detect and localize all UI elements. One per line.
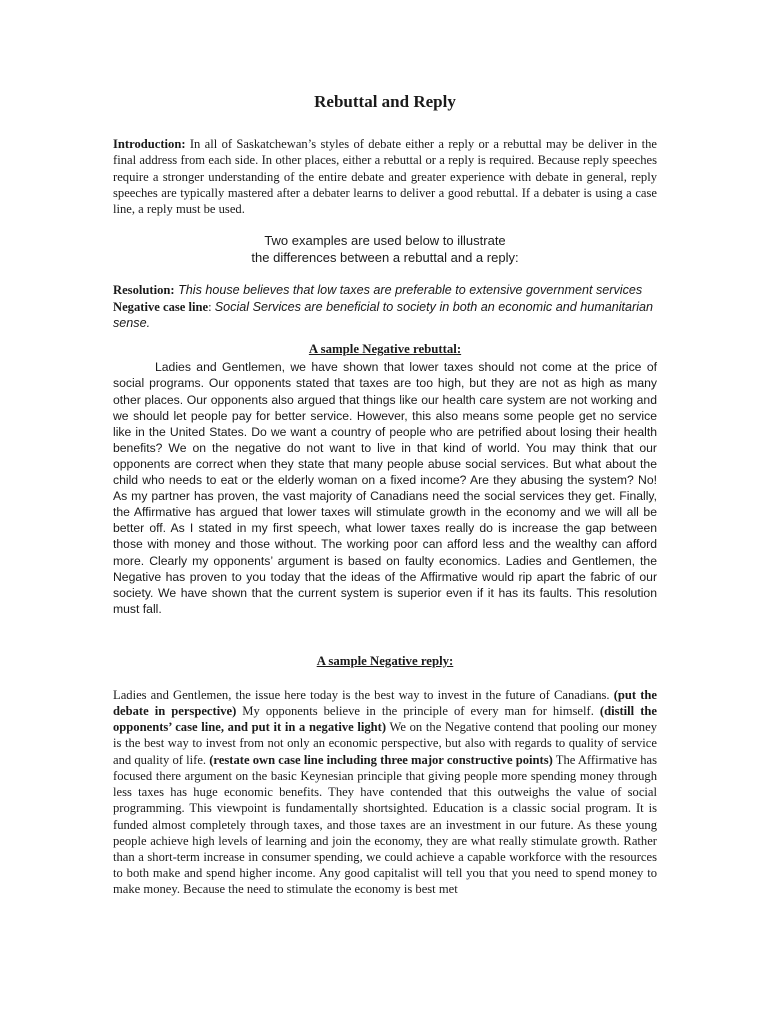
resolution-block — [113, 282, 657, 331]
introduction-paragraph — [113, 136, 657, 217]
reply-segment: The Affirmative has focused there argument on the basic Keynesian principle that giving people more spending money through less taxes has huge economic benefits. They have contended that this outweighs the value of social programming. This viewpoint is fundamentally shortsighted. Education is a classic social program. It is funded almost completely through taxes, and those taxes are an investment in our future. As these young people achieve high levels of learning and join the economy, they are what really stimulate growth. Rather than a short-term increase in consumer spending, we could achieve a capable workforce with the resources to both make and spend higher income. Any good capitalist will tell you that you need to spend money to make money. Because the need to stimulate the economy is best met — [113, 752, 657, 897]
reply-annotation: (distill the opponents’ case line, and put it in a negative light) — [113, 704, 657, 735]
document-page — [113, 92, 657, 898]
resolution-line — [113, 282, 657, 298]
examples-line-1: Two examples are used below to illustrate — [264, 233, 506, 249]
reply-segment: Ladies and Gentlemen, the issue here today is the best way to invest in the future of Canadians. — [113, 687, 614, 702]
reply-segment: My opponents believe in the principle of every man for himself. — [236, 704, 600, 719]
resolution-label: Resolution: — [113, 283, 175, 298]
introduction-label: Introduction: — [113, 137, 186, 151]
reply-heading: A sample Negative reply: — [316, 653, 454, 668]
rebuttal-paragraph: Ladies and Gentlemen, we have shown that lower taxes should not come at the price of social programs. Our opponents stated that taxes are too high, but they are not as high as many other places. Our opponents also argued that things like our health care system are not working and we should let people pay for better service. However, this also means some people get no service like in the United States. Do we want a country of people who are petrified about losing their health benefits? We on the negative do not want to live in that kind of world. You may think that our opponents are correct when they state that many people abuse social services. But what about the child who needs to eat or the elderly woman on a fixed income? Are they abusing the system? No! As my partner has proven, the vast majority of Canadians need the social services they get. Finally, the Affirmative has argued that lower taxes will stimulate growth in the economy and we will all be better off. As I stated in my first speech, what lower taxes really do is increase the gap between those with money and those without. The working poor can afford less and the wealthy can afford more. Clearly my opponents’ argument is based on faulty economics. Ladies and Gentlemen, the Negative has proven to you today that the ideas of the Affirmative would rip apart the fabric of our society. We have shown that the current system is superior even if it has its faults. This resolution must fall. — [113, 360, 657, 616]
rebuttal-heading: A sample Negative rebuttal: — [308, 342, 462, 357]
examples-note — [113, 233, 657, 266]
introduction-text: In all of Saskatchewan’s styles of debate either a reply or a rebuttal may be deliver in the final address from each side. In other places, either a rebuttal or a reply is required. Because reply speeches require a stronger understanding of the entire debate and greater experience with debate in general, reply speeches are typically mastered after a debater learns to deliver a good rebuttal. If a debater is using a case line, a reply must be used. — [113, 137, 657, 217]
reply-paragraph — [113, 687, 657, 898]
reply-segment: We on the Negative contend that pooling our money is the best way to invest from not only an economic perspective, but also with regards to quality of service and quality of life. — [113, 720, 657, 767]
case-line-text: Social Services are beneficial to society in both an economic and humanitarian sense. — [113, 299, 654, 331]
examples-line-2: the differences between a rebuttal and a reply: — [251, 249, 519, 265]
resolution-text: This house believes that low taxes are preferable to extensive government services — [174, 283, 643, 298]
case-line — [113, 299, 657, 332]
document-title: Rebuttal and Reply — [314, 92, 456, 111]
case-line-colon: : — [208, 299, 215, 314]
case-line-label: Negative case line — [113, 299, 209, 314]
reply-annotation: (restate own case line including three major constructive points) — [209, 752, 553, 767]
reply-annotation: (put the debate in perspective) — [113, 687, 657, 719]
